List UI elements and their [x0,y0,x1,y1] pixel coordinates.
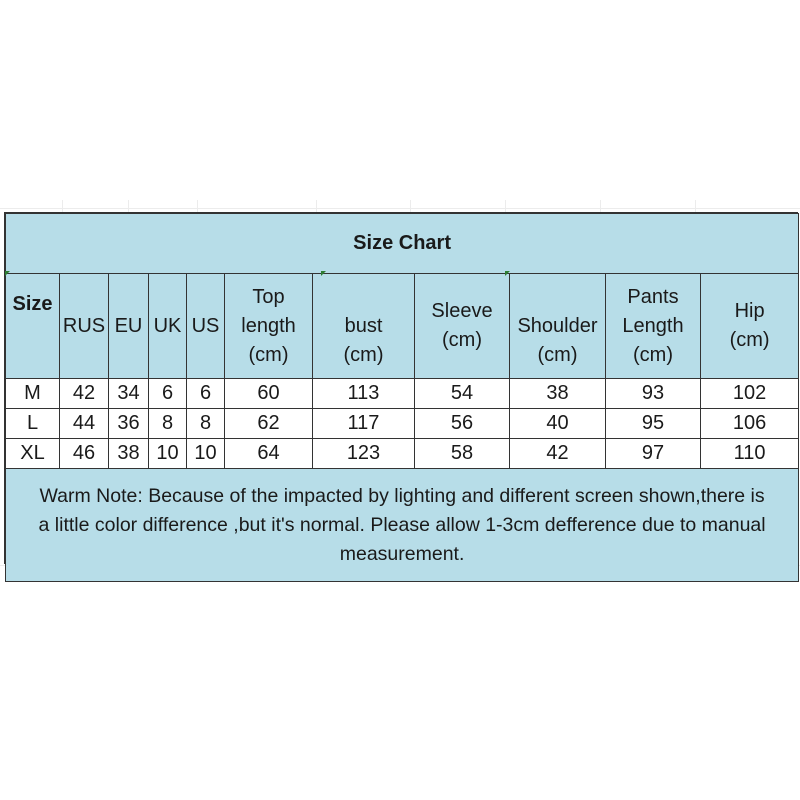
size-chart-table [5,213,799,582]
table-cell: L [6,409,60,439]
table-cell: M [6,379,60,409]
table-cell: 42 [60,379,109,409]
header-line: (cm) [729,329,770,351]
column-header-eu: EU [109,274,149,379]
header-line: Hip [734,300,765,322]
cell-comment-marker [321,271,326,276]
column-header-sleeve [415,274,510,379]
table-cell: 123 [313,439,415,469]
table-row [6,379,799,409]
column-header-hip [701,274,799,379]
table-cell: 113 [313,379,415,409]
table-cell: 6 [149,379,187,409]
table-cell: 58 [415,439,510,469]
table-cell: 93 [606,379,701,409]
table-row [6,439,799,469]
table-cell: 38 [510,379,606,409]
table-cell: 95 [606,409,701,439]
cell-comment-marker [505,271,510,276]
table-cell: 44 [60,409,109,439]
table-cell: 6 [187,379,225,409]
table-cell: 10 [187,439,225,469]
table-cell: 110 [701,439,799,469]
size-chart [4,212,798,564]
table-cell: 8 [149,409,187,439]
table-cell: XL [6,439,60,469]
table-cell: 56 [415,409,510,439]
table-cell: 34 [109,379,149,409]
table-cell: 62 [225,409,313,439]
header-line: Sleeve [431,300,493,322]
table-cell: 38 [109,439,149,469]
table-cell: 102 [701,379,799,409]
column-header-uk: UK [149,274,187,379]
header-line: (cm) [343,343,384,366]
table-cell: 64 [225,439,313,469]
header-line: bust [344,314,383,337]
column-header-size: Size [6,274,60,379]
size-rows [6,379,799,469]
column-header-pants-length [606,274,701,379]
header-line: Pants [627,285,679,308]
table-cell: 40 [510,409,606,439]
header-line: (cm) [537,343,578,366]
table-cell: 97 [606,439,701,469]
column-header-shoulder [510,274,606,379]
table-row [6,409,799,439]
table-cell: 54 [415,379,510,409]
header-line: (cm) [248,343,289,366]
table-cell: 117 [313,409,415,439]
header-line: Length [622,314,684,337]
table-cell: 42 [510,439,606,469]
table-cell: 8 [187,409,225,439]
column-header-bust [313,274,415,379]
header-row [6,274,799,379]
column-header-top-length [225,274,313,379]
chart-title: Size Chart [6,214,799,274]
header-line: length [241,314,296,337]
table-cell: 36 [109,409,149,439]
header-line: Shoulder [517,314,598,337]
table-cell: 46 [60,439,109,469]
column-header-rus: RUS [60,274,109,379]
header-line: (cm) [633,343,673,366]
column-header-us: US [187,274,225,379]
table-cell: 106 [701,409,799,439]
table-cell: 60 [225,379,313,409]
header-line: (cm) [442,329,482,351]
header-line: Top [252,285,285,308]
table-cell: 10 [149,439,187,469]
warm-note: Warm Note: Because of the impacted by lighting and different screen shown,there is a little color difference ,but it's normal. Please allow 1-3cm defference due to manual measurement. [6,469,799,582]
cell-comment-marker [5,271,10,276]
